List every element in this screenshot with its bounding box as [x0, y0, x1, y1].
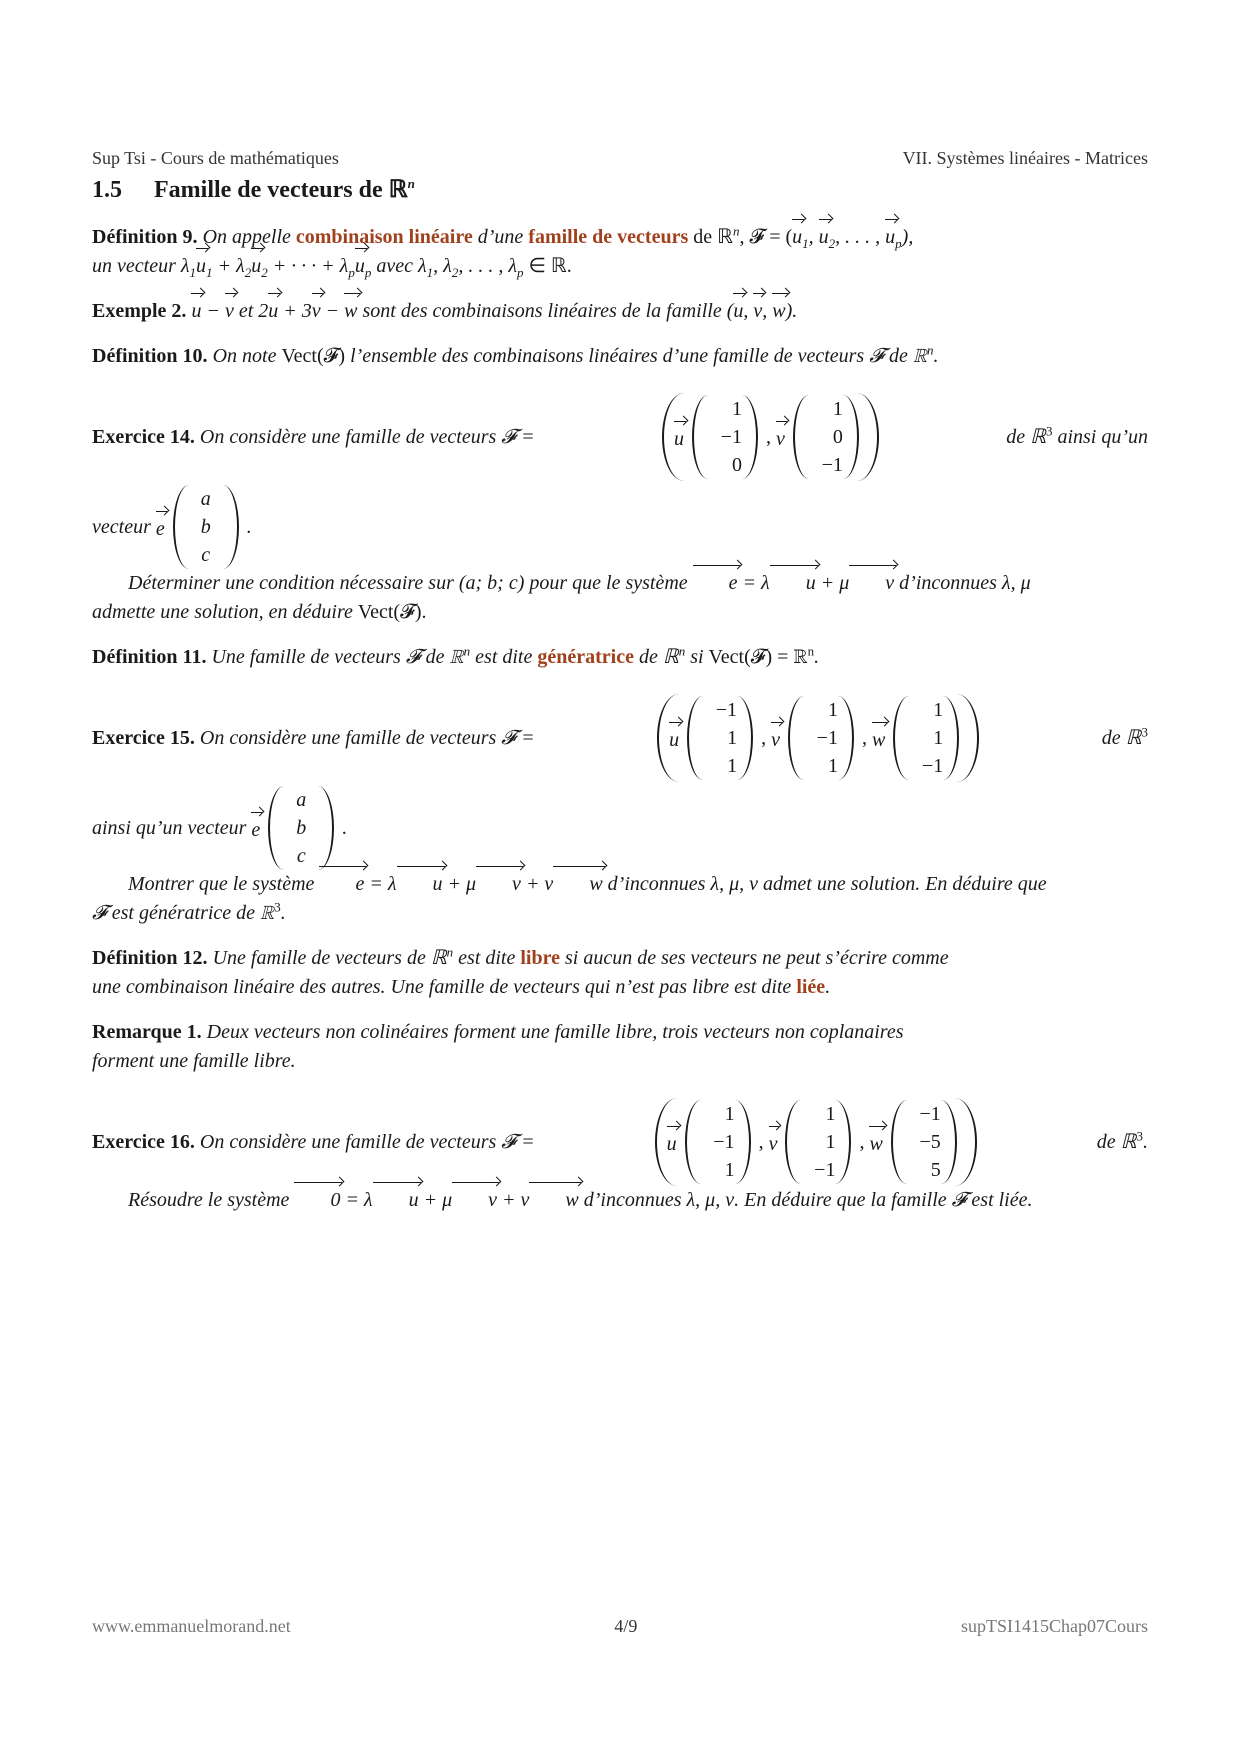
footer-document-id: supTSI1415Chap07Cours — [960, 1616, 1148, 1636]
header-right: VII. Systèmes linéaires - Matrices — [902, 148, 1148, 168]
def11-text-3: de ℝ — [638, 646, 679, 668]
exo15-para-1: Montrer que le système — [128, 873, 315, 895]
exo14-para-4: Vect(𝓕). — [357, 601, 427, 623]
def12-text-1: Une famille de vecteurs de ℝ — [212, 947, 447, 969]
term-combinaison-lineaire: combinaison linéaire — [295, 226, 473, 248]
def12-label: Définition 12. — [92, 947, 208, 969]
def10-text-1: On note — [212, 345, 277, 367]
rem1-text-2: forment une famille libre. — [92, 1050, 296, 1072]
exo14-vector-e: a b c — [173, 485, 239, 569]
term-liee: liée — [796, 976, 826, 998]
term-libre: libre — [520, 947, 561, 969]
section-title-sup: n — [407, 176, 415, 191]
vec-u: u — [819, 223, 829, 247]
exo16-vector-w: −1 −5 5 — [891, 1100, 957, 1184]
page-header — [92, 148, 1148, 169]
ex2-text-1: et 2 — [238, 300, 269, 322]
exo14-text-2: de ℝ — [1006, 425, 1046, 448]
exo15-para-2: d’inconnues λ, μ, ν admet une solution. En déduire que — [607, 873, 1047, 895]
definition-9: Définition 9. On appelle combinaison linéaire d’une famille de vecteurs de ℝ$^n$, 𝓕 = ($u_1$, $u_2$, . . . , $u_p$), un vecteur $\lambda_1u_1 + \lambda_2u_2$ + · · · + $\lambda_pu_p$ avec $\lambda_1$, $\lambda_2$, . . . , $\lambda_p$ ∈ ℝ. — [92, 223, 914, 280]
vec-u: u — [885, 223, 895, 247]
exo15-para-3: 𝓕 est génératrice de ℝ — [92, 902, 275, 924]
exo15-label: Exercice 15. — [92, 726, 195, 749]
exo16-vector-v: 1 1 −1 — [785, 1100, 851, 1184]
page-content — [92, 176, 1148, 1231]
exo15-text-3: ainsi qu’un vecteur — [92, 816, 247, 839]
def11-text-1: Une famille de vecteurs 𝓕 de ℝ — [211, 646, 464, 668]
rem1-label: Remarque 1. — [92, 1021, 202, 1043]
footer-website-link[interactable]: www.emmanuelmorand.net — [92, 1616, 291, 1636]
def9-text-8: ∈ ℝ. — [523, 255, 572, 277]
exo14-text-4: vecteur — [92, 515, 151, 538]
def12-text-3: si aucun de ses vecteurs ne peut s’écrire comme — [565, 947, 949, 969]
section-number: 1.5 — [92, 177, 122, 203]
exo16-family: u 1 −1 1 , v 1 1 −1 , w −1 −5 5 — [655, 1098, 977, 1186]
exercice-14: Exercice 14. On considère une famille de vecteurs 𝓕 = u 1 −1 0 , v 1 0 −1 de ℝ$^3$ ainsi qu’un vecteur e a b c . Déterminer une condition nécessaire sur (a; b; c) pour que le système e = λ u + μ v d’inconnues λ, μ admette une solution, en déduire Vect(𝓕). — [92, 393, 1148, 627]
def11-label: Définition 11. — [92, 646, 207, 668]
exo14-para-2: d’inconnues λ, μ — [899, 572, 1031, 594]
def10-label: Définition 10. — [92, 345, 208, 367]
exo16-vector-u: 1 −1 1 — [685, 1100, 751, 1184]
page-number: 4/9 — [614, 1616, 638, 1636]
def10-text-2: Vect(𝓕) — [281, 345, 346, 367]
exo16-text-2: de ℝ — [1096, 1130, 1137, 1153]
section-title — [92, 176, 1148, 205]
header-left: Sup Tsi - Cours de mathématiques — [92, 148, 339, 168]
def9-text-2: d’une — [477, 226, 524, 248]
rem1-text-1: Deux vecteurs non colinéaires forment une famille libre, trois vecteurs non coplanaires — [206, 1021, 904, 1043]
exemple-2: Exemple 2. u − v et 2u + 3v − w sont des combinaisons linéaires de la famille (u, v, w). — [92, 297, 1148, 326]
exo15-vector-w: 1 1 −1 — [893, 696, 959, 780]
exercice-16: Exercice 16. On considère une famille de vecteurs 𝓕 = u 1 −1 1 , v 1 1 −1 , w −1 −5 5 de ℝ$^3$. Résoudre le système 0 = λ u + μ v + ν w d’inconnues λ, μ, ν. En déduire que la famille 𝓕 est liée. — [92, 1098, 1148, 1215]
exo14-para-1: Déterminer une condition nécessaire sur (a; b; c) pour que le système — [128, 572, 688, 594]
exo16-para-2: d’inconnues λ, μ, ν. En déduire que la famille 𝓕 est liée. — [583, 1189, 1033, 1211]
def12-text-2: est dite — [458, 947, 516, 969]
term-generatrice: génératrice — [537, 646, 634, 668]
exo15-family: u −1 1 1 , v 1 −1 1 , w 1 1 −1 — [657, 694, 979, 782]
exo16-text-1: On considère une famille de vecteurs 𝓕 = — [199, 1130, 535, 1153]
exo15-text-2: de ℝ — [1101, 726, 1142, 749]
term-famille-de-vecteurs: famille de vecteurs — [528, 226, 689, 248]
exo16-label: Exercice 16. — [92, 1130, 195, 1153]
def9-text-1: On appelle — [202, 226, 291, 248]
def11-text-2: est dite — [475, 646, 533, 668]
exo14-text-1: On considère une famille de vecteurs 𝓕 = — [199, 425, 535, 448]
page-footer — [92, 1616, 1148, 1637]
exo14-vector-u: 1 −1 0 — [692, 395, 758, 479]
exo15-vector-e: a b c — [268, 786, 334, 870]
vec-u: u — [792, 223, 802, 247]
definition-12: Définition 12. Une famille de vecteurs de ℝ$^n$ est dite libre si aucun de ses vecteurs ne peut s’écrire comme une combinaison linéaire des autres. Une famille de vecteurs qui n’est pas libre est dite liée. — [92, 944, 949, 998]
def11-text-4: si — [690, 646, 704, 668]
definition-11: Définition 11. Une famille de vecteurs 𝓕 de ℝ$^n$ est dite génératrice de ℝ$^n$ si Vect(𝓕) = ℝ$^n$. — [92, 643, 820, 668]
def10-text-3: l’ensemble des combinaisons linéaires d’une famille de vecteurs 𝓕 de ℝ — [350, 345, 928, 367]
exo14-text-3: ainsi qu’un — [1057, 425, 1148, 448]
section-title-text: Famille de vecteurs de ℝ — [154, 177, 408, 203]
exo14-label: Exercice 14. — [92, 425, 195, 448]
remarque-1 — [92, 1018, 1148, 1076]
definition-10: Définition 10. On note Vect(𝓕) l’ensemble des combinaisons linéaires d’une famille de vecteurs 𝓕 de ℝ$^n$. — [92, 342, 939, 367]
def9-text-7: , . . . , λ — [458, 255, 517, 277]
exo15-vector-u: −1 1 1 — [687, 696, 753, 780]
exo15-vector-v: 1 −1 1 — [788, 696, 854, 780]
def9-text-3: de ℝ — [693, 226, 733, 248]
exo14-family: u 1 −1 0 , v 1 0 −1 — [662, 393, 879, 481]
def11-text-5: Vect(𝓕) = ℝ — [708, 646, 808, 668]
ex2-text-2: sont des combinaisons linéaires de la famille ( — [362, 300, 734, 322]
exo15-text-1: On considère une famille de vecteurs 𝓕 = — [199, 726, 535, 749]
ex2-label: Exemple 2. — [92, 300, 187, 322]
def9-label: Définition 9. — [92, 226, 198, 248]
def9-text-4: , 𝓕 = ( — [739, 226, 793, 248]
exo14-para-3: admette une solution, en déduire — [92, 601, 353, 623]
def9-text-6: avec λ — [376, 255, 427, 277]
exo16-para-1: Résoudre le système — [128, 1189, 290, 1211]
exo14-vector-v: 1 0 −1 — [793, 395, 859, 479]
def9-text-5: un vecteur λ — [92, 255, 190, 277]
exercice-15: Exercice 15. On considère une famille de vecteurs 𝓕 = u −1 1 1 , v 1 −1 1 , w 1 1 −1 de ℝ$^3$ ainsi qu’un vecteur e a b c . Montrer que le système e = λ u + μ v + ν w d’inconnues λ, μ, ν admet une solution. En déduire que 𝓕 est génératrice de ℝ$^3$. — [92, 694, 1148, 928]
def12-text-4: une combinaison linéaire des autres. Une famille de vecteurs qui n’est pas libre est dite — [92, 976, 792, 998]
